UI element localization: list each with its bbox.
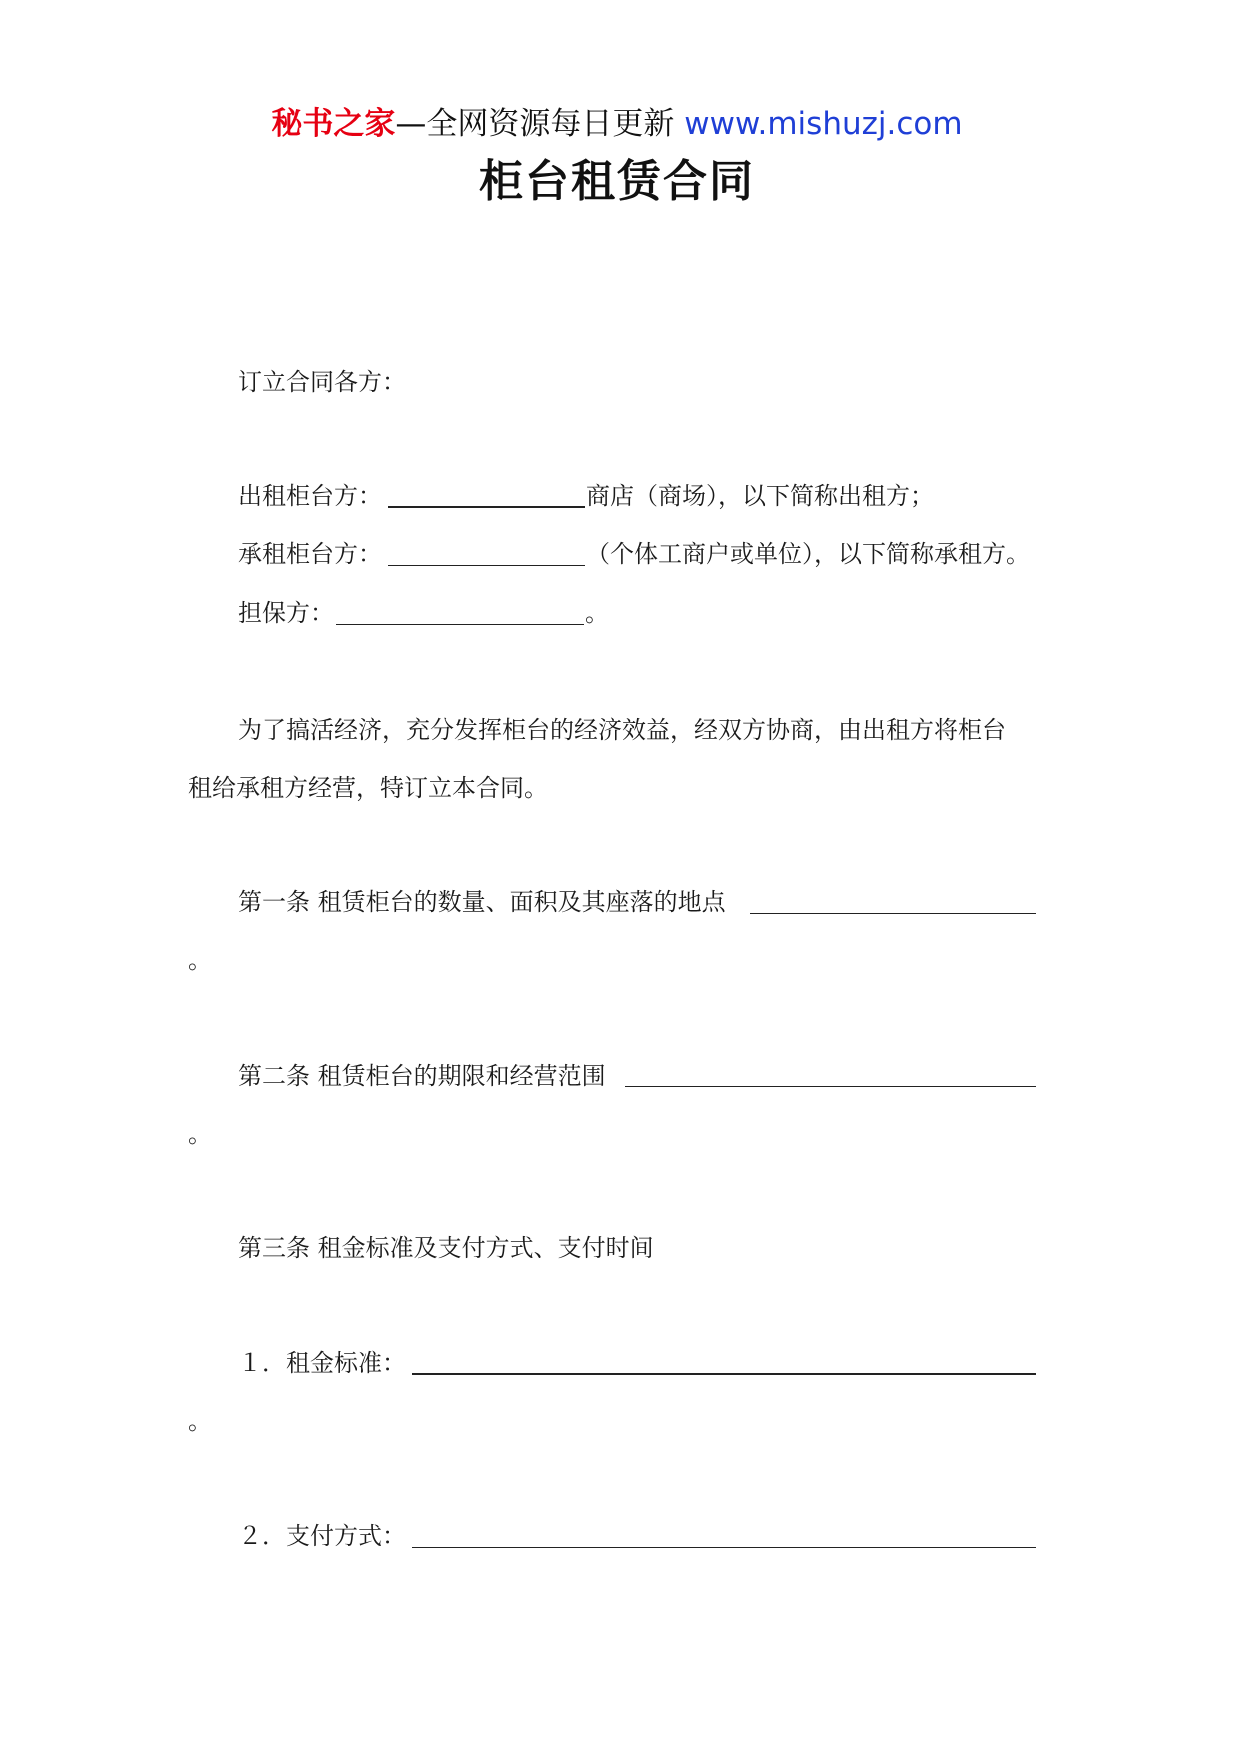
site-url[interactable]: www.mishuzj.com bbox=[684, 106, 963, 142]
header-tagline: —全网资源每日更新 bbox=[395, 106, 675, 142]
lessor-label: 出租柜台方： bbox=[238, 482, 382, 510]
document-title: 柜台租赁合同 bbox=[479, 156, 755, 207]
brand-name: 秘书之家 bbox=[271, 106, 396, 142]
article-2-end: 。 bbox=[188, 1120, 212, 1148]
guarantor-blank[interactable] bbox=[336, 624, 584, 625]
lessor-suffix: 商店（商场），以下简称出租方； bbox=[586, 482, 934, 510]
article-1-end: 。 bbox=[188, 946, 212, 974]
rent-standard-blank[interactable] bbox=[412, 1373, 1036, 1375]
article-1-blank[interactable] bbox=[750, 913, 1036, 914]
payment-method-blank[interactable] bbox=[412, 1547, 1036, 1548]
article-1: 第一条 租赁柜台的数量、面积及其座落的地点 bbox=[238, 888, 726, 916]
lessee-blank[interactable] bbox=[388, 565, 585, 566]
article-2-blank[interactable] bbox=[625, 1086, 1036, 1087]
article-3-item-1: １．租金标准： bbox=[238, 1349, 406, 1377]
article-3: 第三条 租金标准及支付方式、支付时间 bbox=[238, 1234, 654, 1262]
guarantor-label: 担保方： bbox=[238, 599, 334, 627]
article-2: 第二条 租赁柜台的期限和经营范围 bbox=[238, 1062, 606, 1090]
article-3-item-2: ２．支付方式： bbox=[238, 1522, 406, 1550]
lessor-blank[interactable] bbox=[388, 506, 585, 508]
article-3-item-1-end: 。 bbox=[188, 1407, 212, 1435]
preamble-line-2: 租给承租方经营，特订立本合同。 bbox=[188, 774, 548, 802]
parties-intro: 订立合同各方： bbox=[238, 368, 406, 396]
guarantor-suffix: 。 bbox=[585, 599, 609, 627]
preamble-line-1: 为了搞活经济，充分发挥柜台的经济效益，经双方协商，由出租方将柜台 bbox=[238, 716, 1006, 744]
lessee-suffix: （个体工商户或单位），以下简称承租方。 bbox=[586, 540, 1030, 568]
lessee-label: 承租柜台方： bbox=[238, 540, 382, 568]
site-header bbox=[0, 104, 1234, 144]
